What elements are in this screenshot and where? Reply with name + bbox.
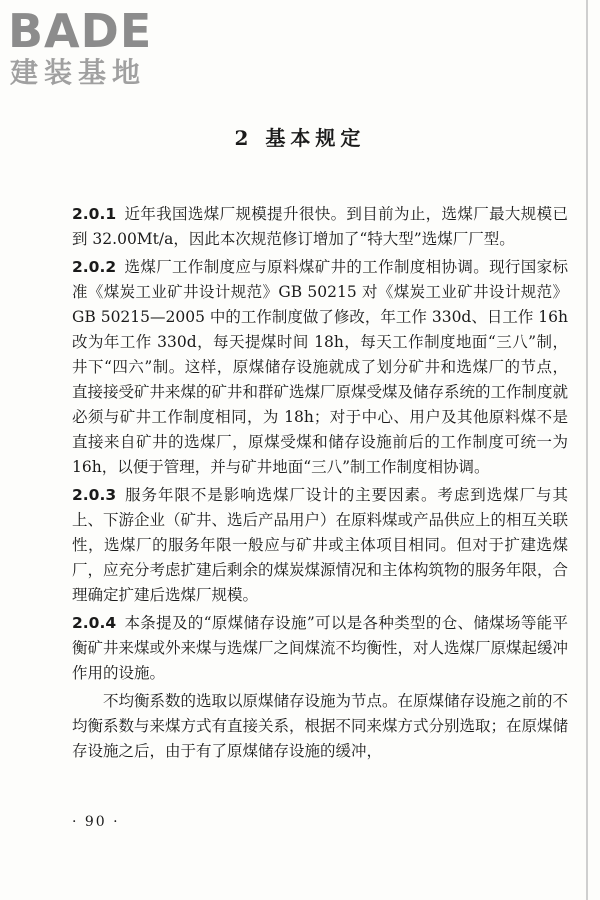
clause-2-0-4 [72,611,568,686]
clause-2-0-3 [72,483,568,608]
clause-2-0-2 [72,255,568,480]
clause-number: 2.0.2 [72,258,117,276]
clause-number: 2.0.4 [72,614,117,632]
watermark-logo [8,6,178,92]
clause-number: 2.0.3 [72,486,117,504]
clause-text: 本条提及的“原煤储存设施”可以是各种类型的仓、储煤场等能平衡矿井来煤或外来煤与选煤厂之间煤流不均衡性，对人选煤厂原煤起缓冲作用的设施。 [72,614,569,682]
logo-main-text: BADE [8,4,153,58]
clause-2-0-1 [72,202,568,252]
clause-number: 2.0.1 [72,205,117,223]
clause-text: 近年我国选煤厂规模提升很快。到目前为止，选煤厂最大规模已到 32.00Mt/a，因此本次规范修订增加了“特大型”选煤厂厂型。 [72,205,568,248]
clause-text: 服务年限不是影响选煤厂设计的主要因素。考虑到选煤厂与其上、下游企业（矿井、选后产品用户）在原料煤或产品供应上的相互关联性，选煤厂的服务年限一般应与矿井或主体项目相同。但对于扩建选煤厂，应充分考虑扩建后剩余的煤炭煤源情况和主体构筑物的服务年限，合理确定扩建后选煤厂规模。 [72,486,569,604]
continuation-paragraph: 不均衡系数的选取以原煤储存设施为节点。在原煤储存设施之前的不均衡系数与来煤方式有直接关系，根据不同来煤方式分别选取；在原煤储存设施之后，由于有了原煤储存设施的缓冲， [72,692,569,760]
logo-sub-text: 建装基地 [10,56,147,89]
page-number: · 90 · [72,814,120,830]
body-text [72,202,568,767]
section-title: 2 基本规定 [234,126,366,150]
clause-text: 选煤厂工作制度应与原料煤矿井的工作制度相协调。现行国家标准《煤炭工业矿井设计规范》GB 50215 对《煤炭工业矿井设计规范》GB 50215—2005 中的工作制度做了修改，年工作 330d、日工作 16h 改为年工作 330d，每天提煤时间 18h，每天工作制度地面“三八”制，井下“四六”制。这样，原煤储存设施就成了划分矿井和选煤厂的节点，直接接受矿井来煤的矿井和群矿选煤厂原煤受煤及储存系统的工作制度就必须与矿井工作制度相同，为 18h；对于中心、用户及其他原料煤不是直接来自矿井的选煤厂，原煤受煤和储存设施前后的工作制度可统一为 16h，以便于管理，并与矿井地面“三八”制工作制度相协调。 [72,258,569,476]
